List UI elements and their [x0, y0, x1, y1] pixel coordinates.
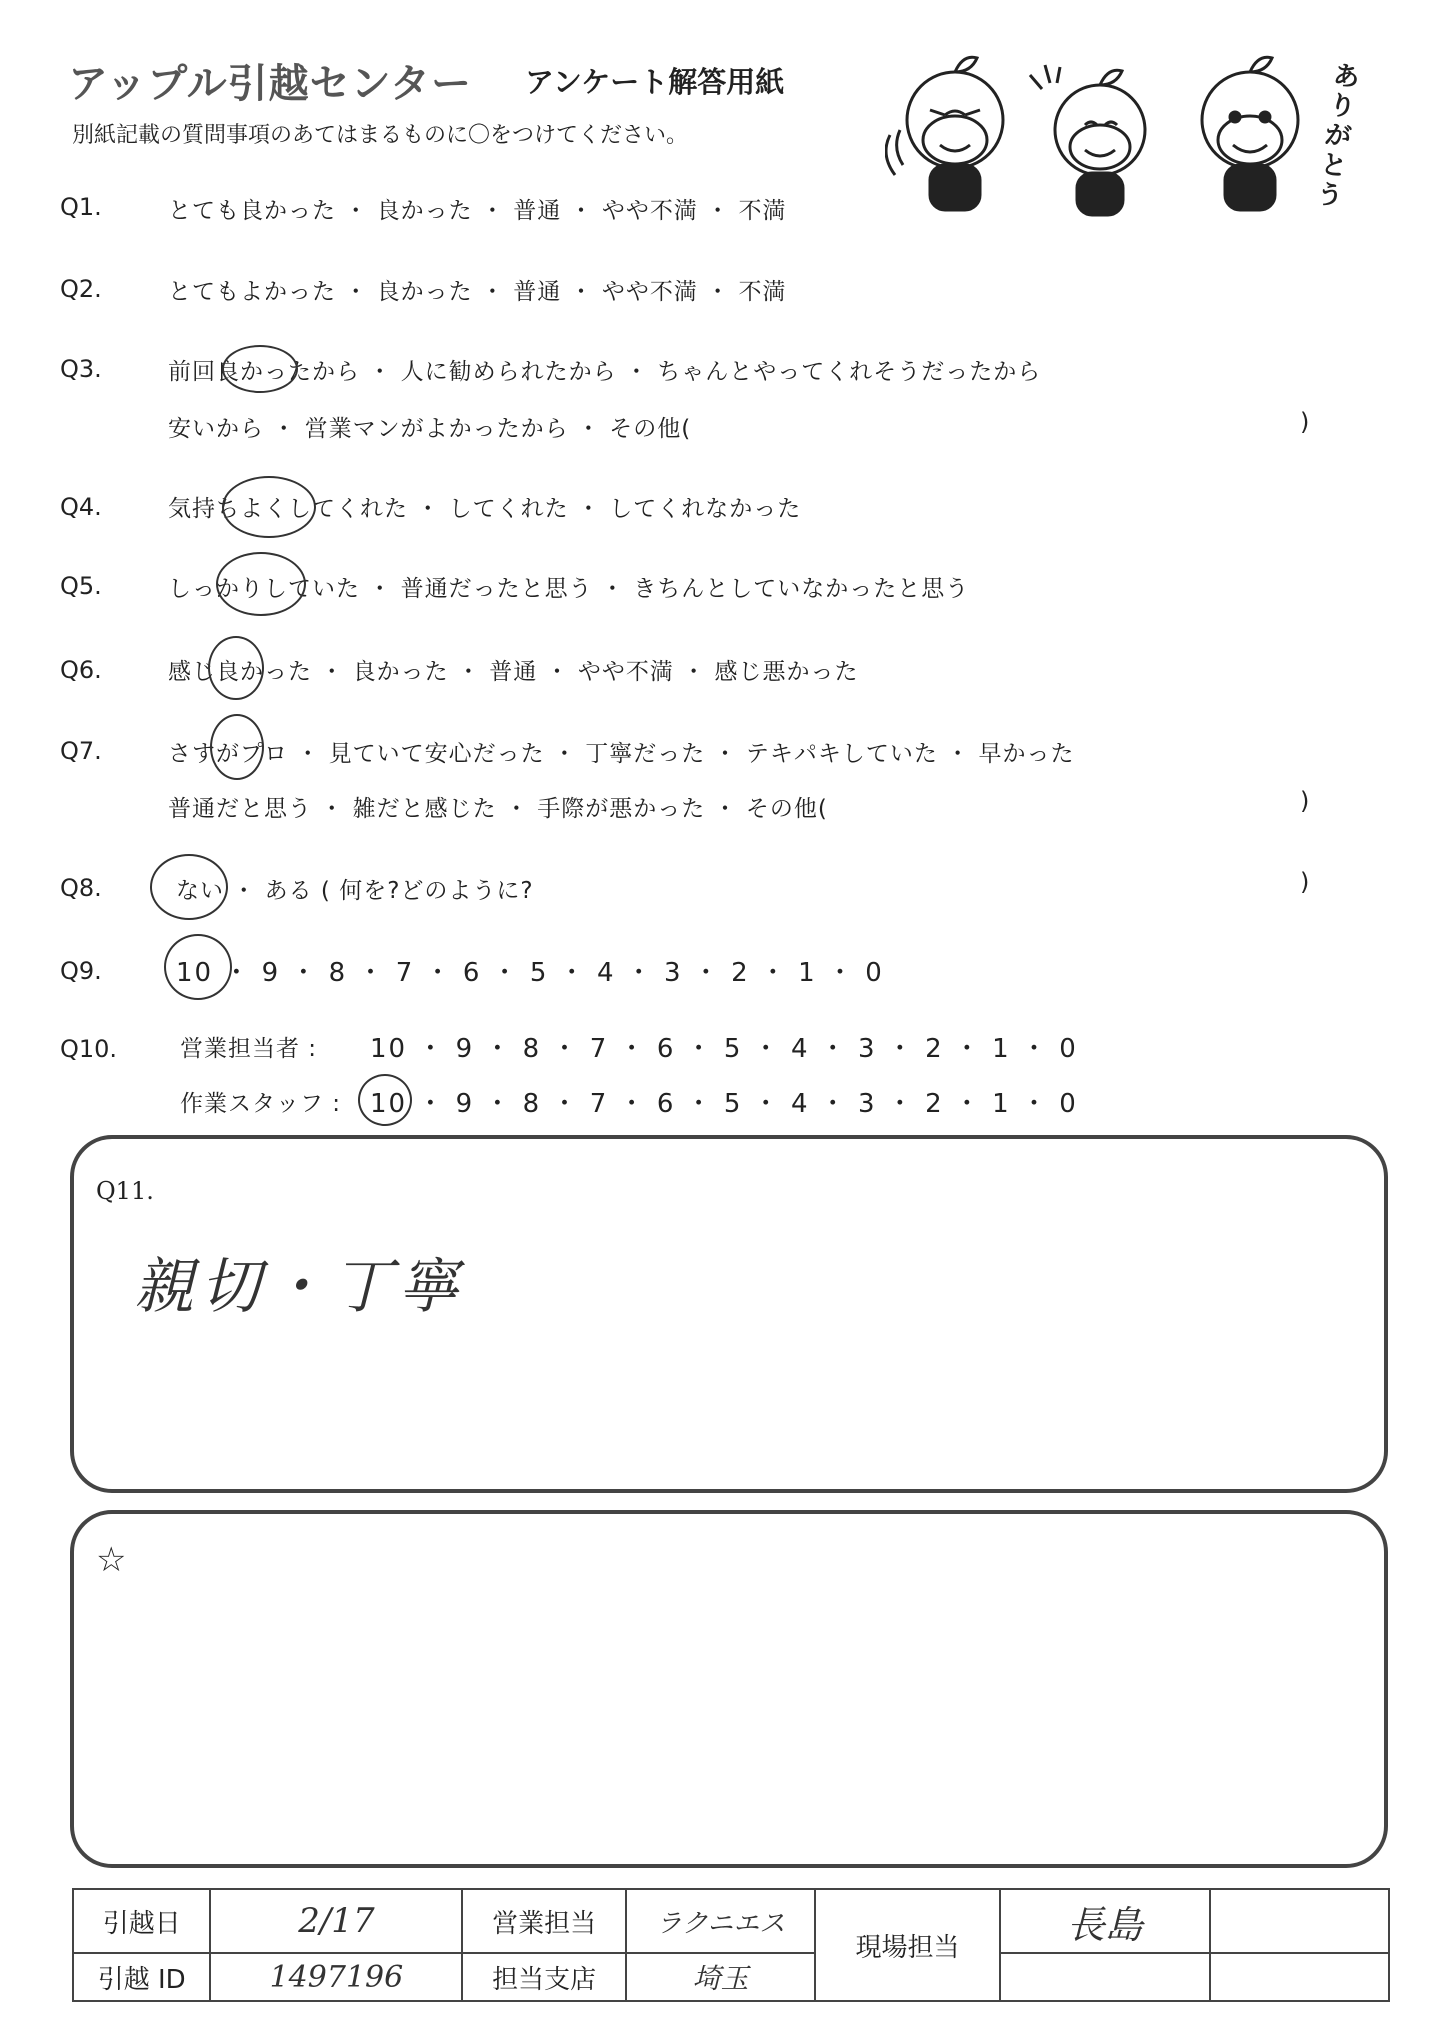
instruction-text: 別紙記載の質問事項のあてはまるものに〇をつけてください。: [72, 123, 689, 148]
move-date-label: 引越日: [73, 1889, 210, 1953]
q1-options: とても良かった ・ 良かった ・ 普通 ・ やや不満 ・ 不満: [168, 198, 787, 224]
move-date-value: 2/17: [210, 1889, 462, 1953]
q1-number: Q1.: [60, 193, 102, 221]
q7-answer-circle: [210, 714, 264, 780]
site-label: 現場担当: [815, 1889, 999, 2001]
q4-options: 気持ちよくしてくれた ・ してくれた ・ してくれなかった: [168, 496, 802, 522]
q4-number: Q4.: [60, 493, 102, 521]
branch-label: 担当支店: [462, 1953, 625, 2001]
q8-answer-circle: [150, 854, 228, 920]
site-extra-cell-3: [1210, 1953, 1389, 2001]
q10-sales-scale: 10 ・ 9 ・ 8 ・ 7 ・ 6 ・ 5 ・ 4 ・ 3 ・ 2 ・ 1 ・ 0: [370, 1034, 1078, 1064]
q10-staff-label: 作業スタッフ :: [180, 1091, 342, 1117]
monkey-mascot-icon: [885, 45, 1365, 225]
mascot-thanks-text: ありがとう: [1314, 60, 1362, 213]
q2-options: とてもよかった ・ 良かった ・ 普通 ・ やや不満 ・ 不満: [168, 279, 787, 305]
q10-sales-label: 営業担当者 :: [180, 1036, 318, 1062]
q9-scale: 10 ・ 9 ・ 8 ・ 7 ・ 6 ・ 5 ・ 4 ・ 3 ・ 2 ・ 1 ・ 0: [176, 958, 884, 988]
q5-options: しっかりしていた ・ 普通だったと思う ・ きちんとしていなかったと思う: [168, 576, 970, 602]
q6-number: Q6.: [60, 656, 102, 684]
move-id-label: 引越 ID: [73, 1953, 210, 2001]
sales-label: 営業担当: [462, 1889, 625, 1953]
form-subtitle: アンケート解答用紙: [525, 65, 785, 99]
site-extra-cell-2: [1000, 1953, 1210, 2001]
q9-number: Q9.: [60, 957, 102, 985]
q8-options: ない ・ ある ( 何を?どのように?: [176, 878, 534, 904]
star-label: ☆: [96, 1540, 127, 1580]
company-title: アップル引越センター: [68, 61, 472, 107]
q11-comment-box: [70, 1135, 1388, 1493]
site-extra-cell-1: [1210, 1889, 1389, 1953]
star-comment-box: [70, 1510, 1388, 1868]
move-id-value: 1497196: [210, 1953, 462, 2001]
q6-answer-circle: [208, 636, 264, 700]
q7-options-line1: さすがプロ ・ 見ていて安心だった ・ 丁寧だった ・ テキパキしていた ・ 早かった: [168, 741, 1075, 767]
q10-staff-answer-circle: [358, 1074, 412, 1126]
branch-value: 埼玉: [626, 1953, 815, 2001]
q10-number: Q10.: [60, 1035, 118, 1063]
move-info-table: [72, 1888, 1390, 2002]
q11-label: Q11.: [96, 1177, 154, 1205]
q3-close-paren: ): [1300, 408, 1310, 436]
q3-options-line2: 安いから ・ 営業マンがよかったから ・ その他(: [168, 416, 692, 442]
q7-close-paren: ): [1300, 787, 1310, 815]
q5-answer-circle: [216, 552, 306, 616]
q8-close-paren: ): [1300, 868, 1310, 896]
q5-number: Q5.: [60, 572, 102, 600]
q3-answer-circle: [222, 345, 298, 393]
q3-options-line1: 前回良かったから ・ 人に勧められたから ・ ちゃんとやってくれそうだったから: [168, 359, 1042, 385]
q11-handwritten-answer: 親切・丁寧: [134, 1252, 464, 1322]
q8-number: Q8.: [60, 874, 102, 902]
q6-options: 感じ良かった ・ 良かった ・ 普通 ・ やや不満 ・ 感じ悪かった: [168, 659, 859, 685]
q7-options-line2: 普通だと思う ・ 雑だと感じた ・ 手際が悪かった ・ その他(: [168, 796, 828, 822]
q10-staff-scale: 10 ・ 9 ・ 8 ・ 7 ・ 6 ・ 5 ・ 4 ・ 3 ・ 2 ・ 1 ・ 0: [370, 1089, 1078, 1119]
q7-number: Q7.: [60, 737, 102, 765]
q9-answer-circle: [164, 934, 232, 1000]
q2-number: Q2.: [60, 275, 102, 303]
q3-number: Q3.: [60, 355, 102, 383]
sales-value: ラクニエス: [626, 1889, 815, 1953]
site-value: 長島: [1000, 1889, 1210, 1953]
q4-answer-circle: [222, 476, 316, 538]
